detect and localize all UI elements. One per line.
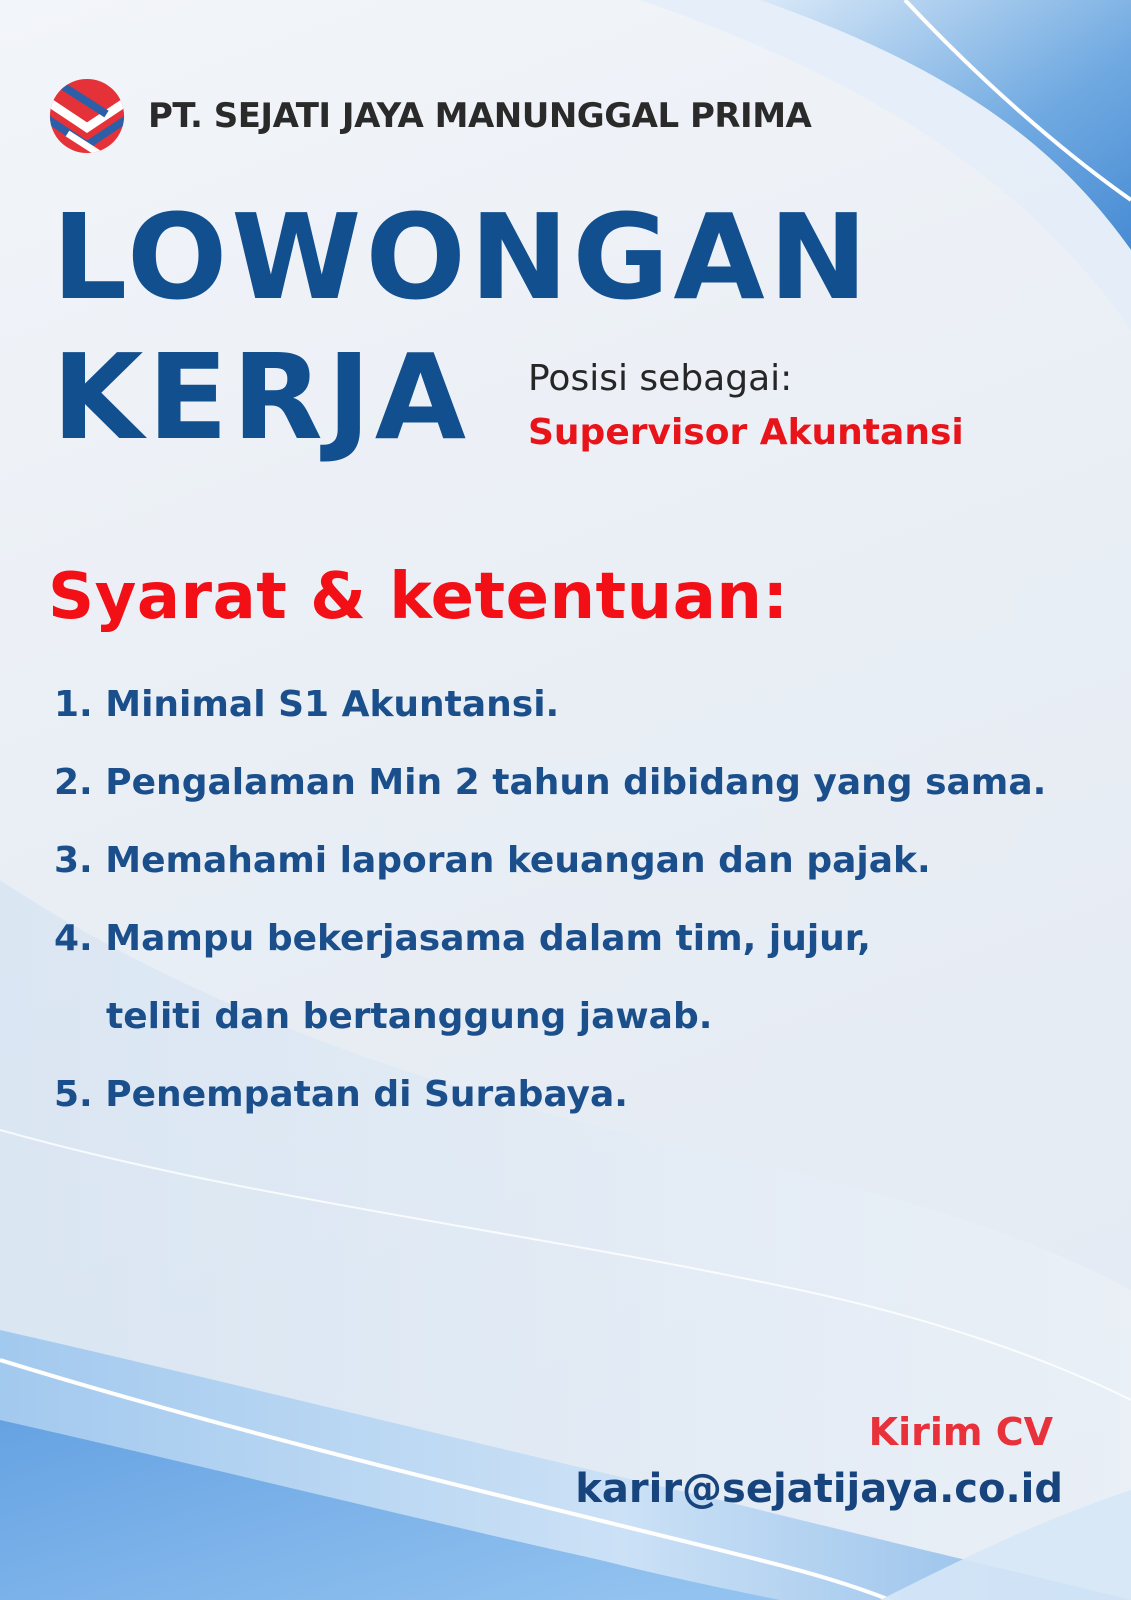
company-header <box>48 76 811 156</box>
requirement-item <box>54 841 1046 881</box>
requirement-item <box>54 919 1046 1037</box>
company-name: PT. SEJATI JAYA MANUNGGAL PRIMA <box>148 96 812 136</box>
requirement-item <box>54 1075 1046 1115</box>
requirement-text: 4. Mampu bekerjasama dalam tim, jujur, <box>54 918 871 959</box>
requirement-text: 2. Pengalaman Min 2 tahun dibidang yang sama. <box>54 762 1047 803</box>
requirement-text: 5. Penempatan di Surabaya. <box>54 1074 628 1115</box>
position-value: Supervisor Akuntansi <box>528 412 964 453</box>
requirement-text: 1. Minimal S1 Akuntansi. <box>54 684 560 725</box>
headline-line-2: KERJA <box>52 328 471 466</box>
contact-email: karir@sejatijaya.co.id <box>575 1466 1063 1512</box>
headline-line-1: LOWONGAN <box>52 188 872 326</box>
requirements-list <box>54 685 1046 1153</box>
position-label: Posisi sebagai: <box>528 358 793 399</box>
requirement-continuation: teliti dan bertanggung jawab. <box>106 996 713 1037</box>
company-logo-icon <box>48 77 126 155</box>
send-cv-label: Kirim CV <box>868 1410 1053 1454</box>
requirements-title: Syarat & ketentuan: <box>48 560 789 634</box>
requirement-item <box>54 763 1046 803</box>
requirement-text: 3. Memahami laporan keuangan dan pajak. <box>54 840 931 881</box>
requirement-item <box>54 685 1046 725</box>
